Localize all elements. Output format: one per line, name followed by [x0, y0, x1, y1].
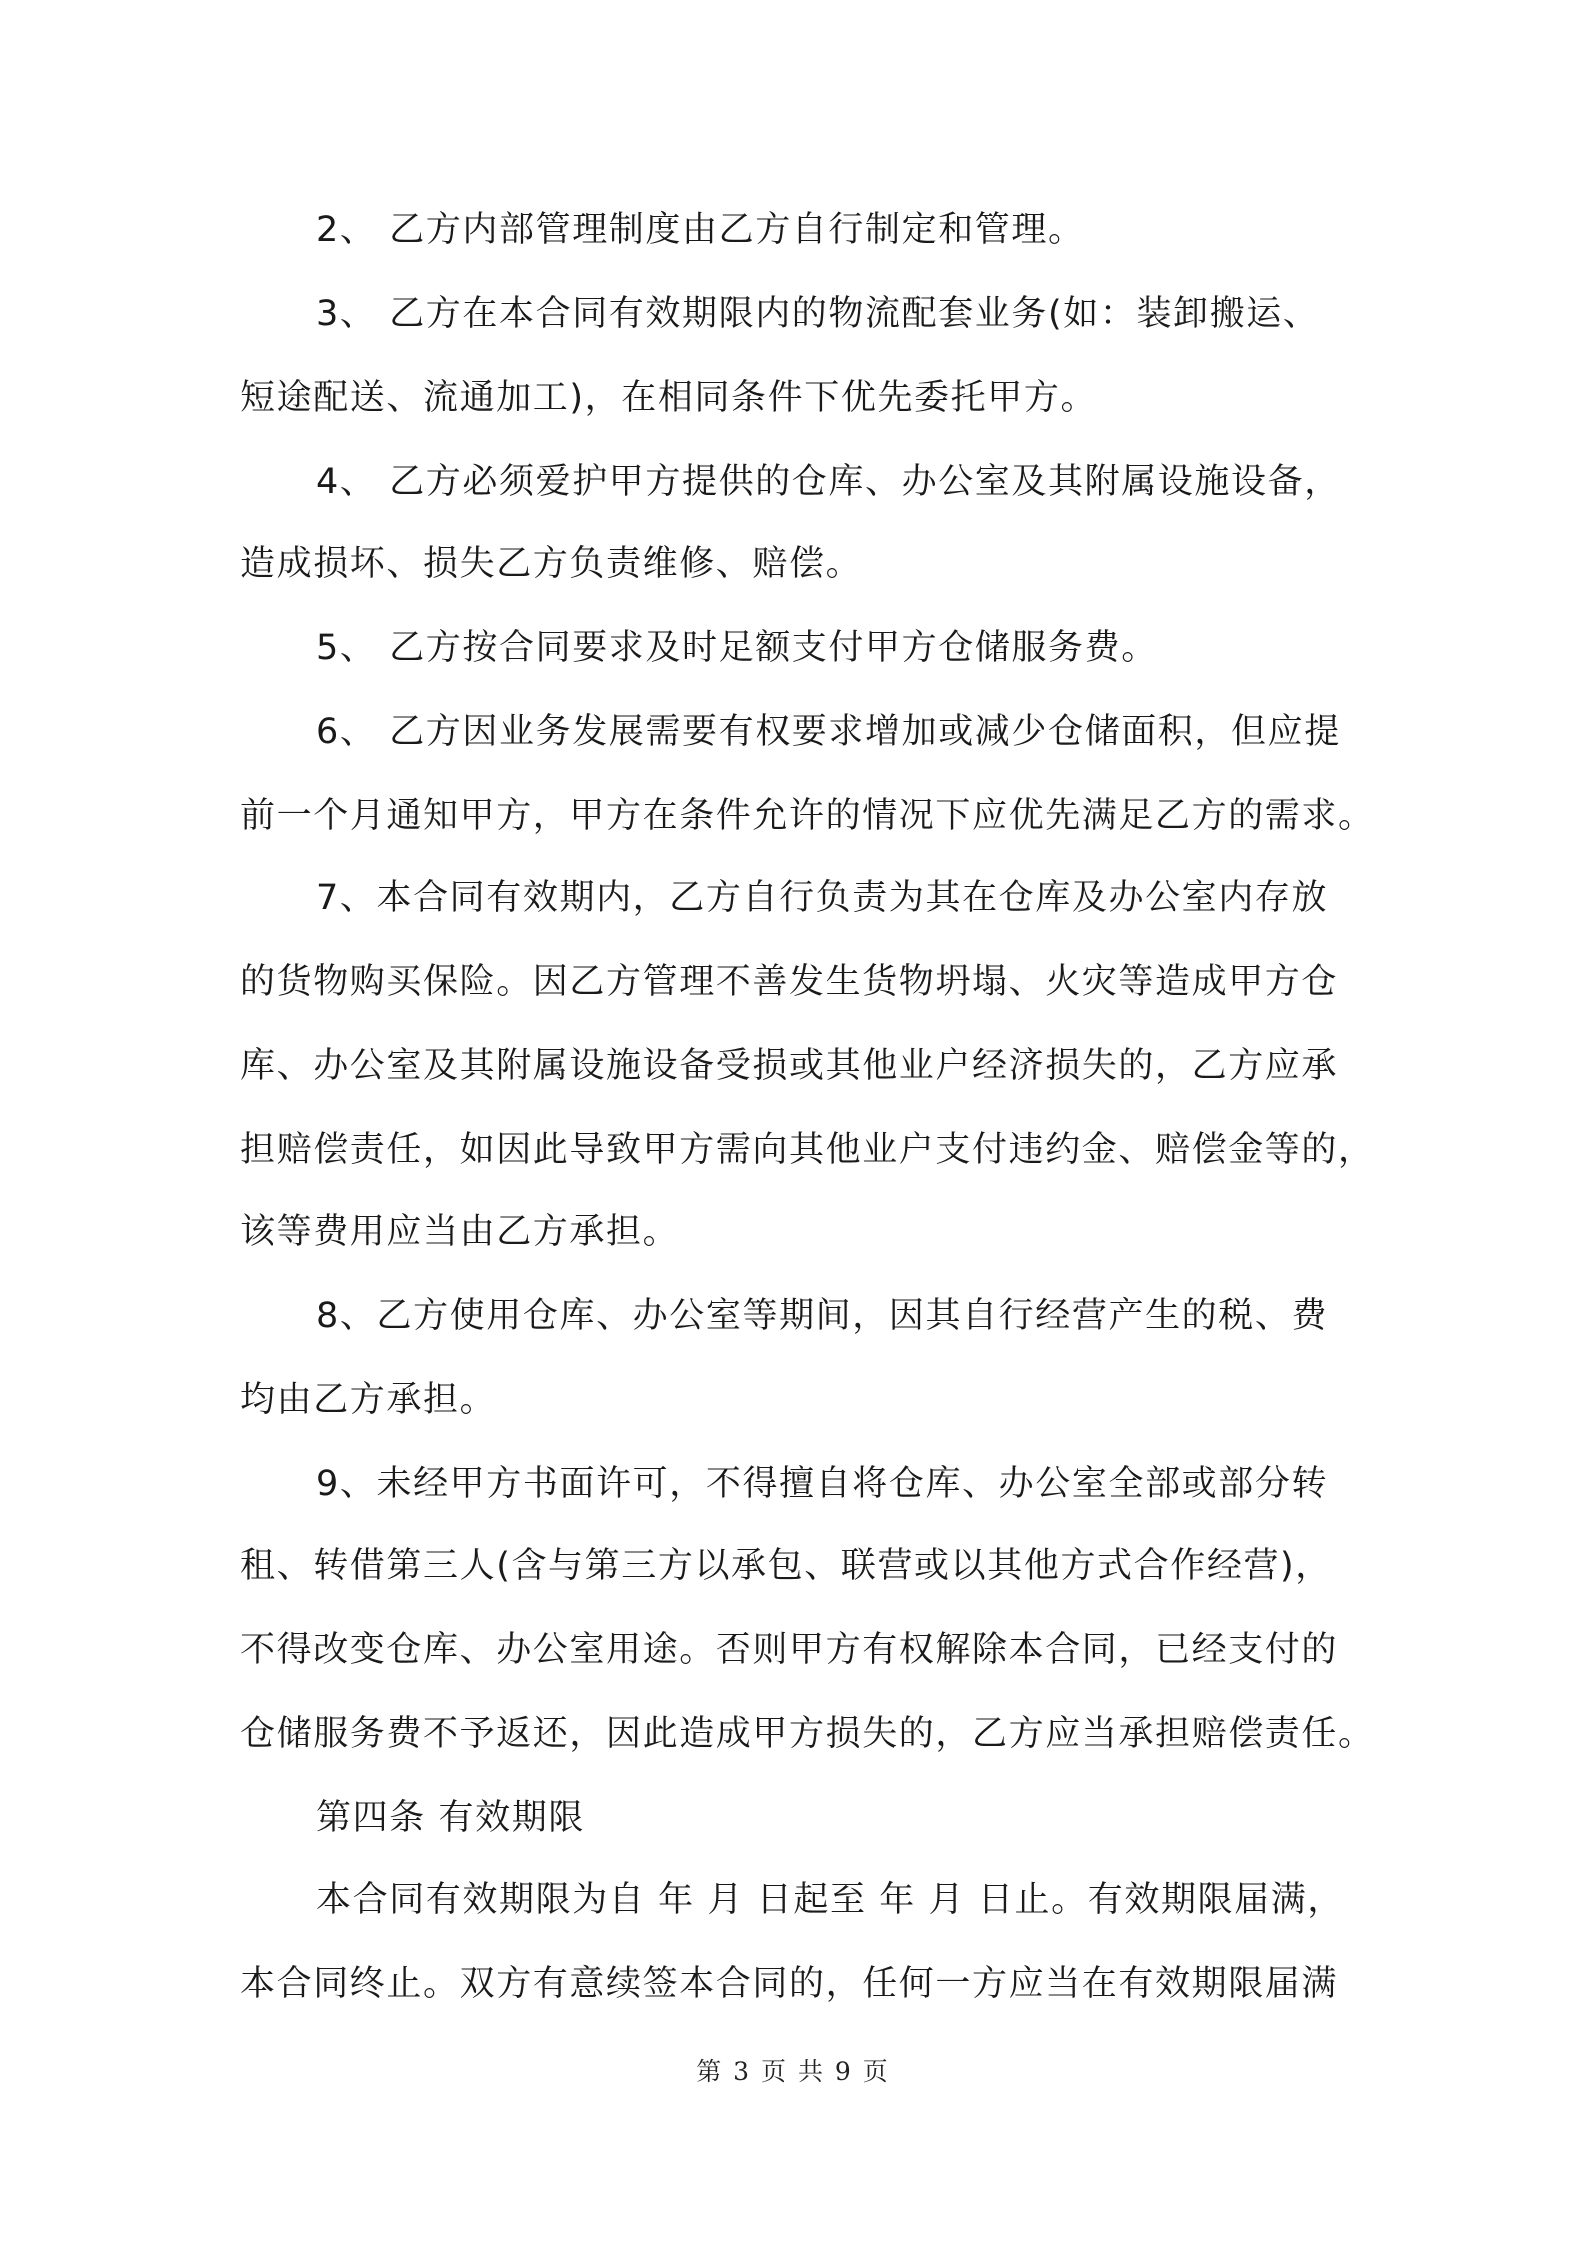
text-line: 3、 乙方在本合同有效期限内的物流配套业务(如：装卸搬运、: [316, 294, 1320, 334]
section-heading: 第四条 有效期限: [316, 1798, 585, 1838]
text-line: 仓储服务费不予返还，因此造成甲方损失的，乙方应当承担赔偿责任。: [240, 1714, 1375, 1754]
text-line: 租、转借第三人(含与第三方以承包、联营或以其他方式合作经营)，: [240, 1546, 1332, 1586]
text-line: 担赔偿责任，如因此导致甲方需向其他业户支付违约金、赔偿金等的，: [240, 1130, 1375, 1170]
text-line: 不得改变仓库、办公室用途。否则甲方有权解除本合同，已经支付的: [240, 1630, 1339, 1670]
text-line: 前一个月通知甲方，甲方在条件允许的情况下应优先满足乙方的需求。: [240, 796, 1375, 836]
text-line: 均由乙方承担。: [240, 1380, 497, 1420]
text-line: 8、乙方使用仓库、办公室等期间，因其自行经营产生的税、费: [316, 1296, 1329, 1336]
text-line: 本合同终止。双方有意续签本合同的，任何一方应当在有效期限届满: [240, 1964, 1339, 2004]
text-line: 2、 乙方内部管理制度由乙方自行制定和管理。: [316, 210, 1085, 250]
text-line: 库、办公室及其附属设施设备受损或其他业户经济损失的，乙方应承: [240, 1046, 1339, 1086]
text-line: 4、 乙方必须爱护甲方提供的仓库、办公室及其附属设施设备，: [316, 462, 1341, 502]
page-number-footer: 第 3 页 共 9 页: [696, 2057, 890, 2086]
text-line: 7、本合同有效期内，乙方自行负责为其在仓库及办公室内存放: [316, 878, 1329, 918]
text-line: 9、未经甲方书面许可，不得擅自将仓库、办公室全部或部分转: [316, 1464, 1329, 1504]
text-line: 6、 乙方因业务发展需要有权要求增加或减少仓储面积，但应提: [316, 712, 1341, 752]
text-line: 5、 乙方按合同要求及时足额支付甲方仓储服务费。: [316, 628, 1158, 668]
text-line: 短途配送、流通加工)，在相同条件下优先委托甲方。: [240, 378, 1098, 418]
text-line: 该等费用应当由乙方承担。: [240, 1212, 680, 1252]
text-line: 本合同有效期限为自 年 月 日起至 年 月 日止。有效期限届满，: [316, 1880, 1344, 1920]
text-line: 的货物购买保险。因乙方管理不善发生货物坍塌、火灾等造成甲方仓: [240, 962, 1339, 1002]
text-line: 造成损坏、损失乙方负责维修、赔偿。: [240, 544, 863, 584]
